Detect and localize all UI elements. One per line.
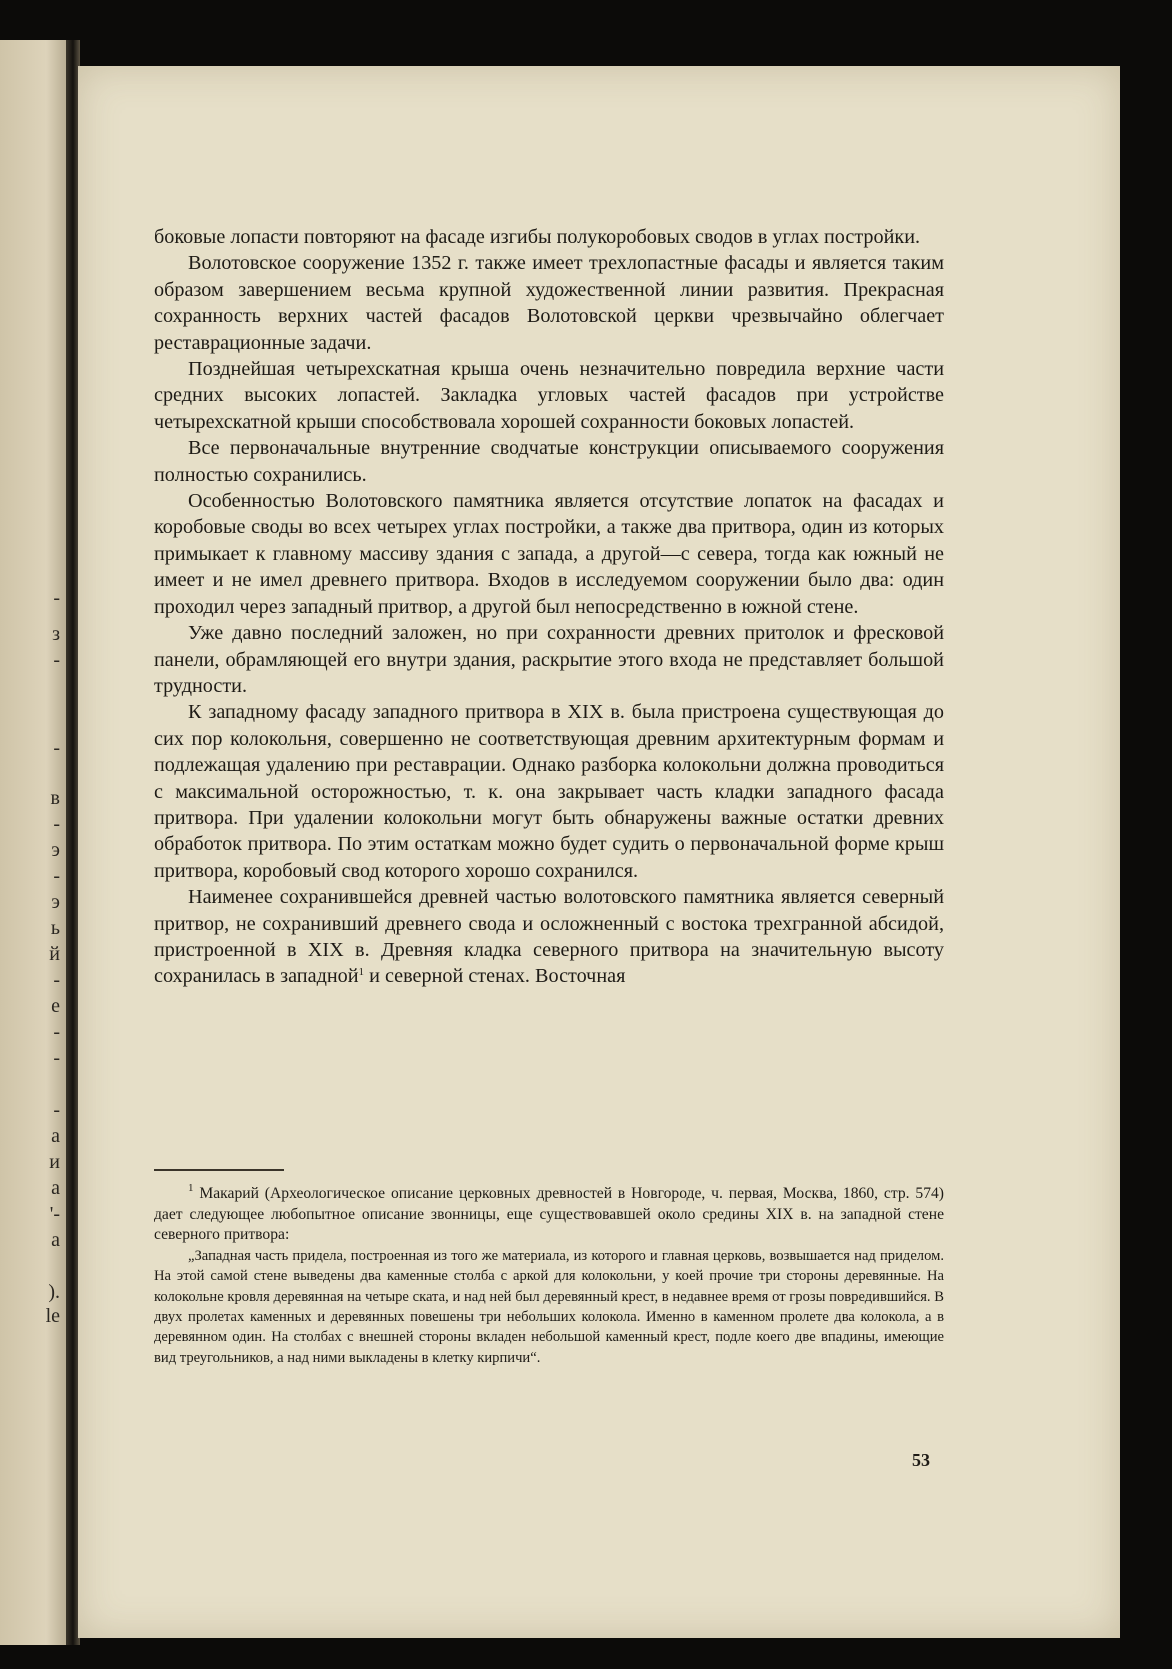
left-page-text-fragment: le bbox=[45, 1305, 60, 1327]
paragraph: боковые лопасти повторяют на фасаде изгибы полукоробовых сводов в углах постройки. bbox=[154, 226, 921, 248]
right-page bbox=[78, 66, 1120, 1638]
footnote-intro-text: Макарий (Археологическое описание церковных древностей в Новгороде, ч. первая, Москва, 1860, стр. 574) дает следующее любопытное описание звонницы, еще существовавшей около средины XIX в. на западной стене северного притвора: bbox=[154, 1185, 944, 1244]
left-page-text-fragment: ). bbox=[48, 1281, 60, 1303]
left-page-text-fragment: э bbox=[51, 839, 60, 861]
footnote-reference: 1 bbox=[358, 966, 365, 979]
left-page-text-fragment: '- bbox=[49, 1203, 60, 1225]
left-page-text-fragment: - bbox=[53, 587, 60, 609]
left-page-text-fragment: а bbox=[51, 1177, 60, 1199]
footnotes bbox=[154, 1184, 944, 1368]
left-page-text-fragment: - bbox=[53, 1099, 60, 1121]
paragraph: Позднейшая четырехскатная крыша очень незначительно повредила верхние части средних высоких лопастей. Закладка угловых частей фасадов при устройстве четырехскатной крыши способствовала хорошей сохранности боковых лопастей. bbox=[154, 358, 944, 433]
left-page-text-fragment: - bbox=[53, 1021, 60, 1043]
left-page-text-fragment: - bbox=[53, 649, 60, 671]
paragraph-tail: и северной стенах. Восточная bbox=[364, 965, 626, 988]
footnote-marker: 1 bbox=[188, 1182, 194, 1194]
left-page-text-fragment: - bbox=[53, 865, 60, 887]
main-text bbox=[154, 224, 944, 990]
left-page-text-fragment: й bbox=[49, 943, 60, 965]
paragraph: Уже давно последний заложен, но при сохранности древних притолок и фресковой панели, обрамляющей его внутри здания, раскрытие этого входа не представляет большой трудности. bbox=[154, 622, 944, 697]
left-page-text-fragment: в bbox=[50, 787, 60, 809]
left-page-text-fragment: е bbox=[51, 995, 60, 1017]
footnote-quote: „Западная часть придела, построенная из того же материала, из которого и главная церковь, возвышается над приделом. На этой самой стене выведены два каменные столба с аркой для колокольни, у коей прочие три стороны деревянные. На колокольне кровля деревянная на четыре ската, и над ней был деревянный крест, в недавнее время от грозы повредившийся. В двух пролетах каменных и деревянных повешены три небольших колокола. Именно в каменном пролете два колокола, а в деревянном один. На столбах с внешней стороны вкладен небольшой каменный крест, подле коего две впадины, имеющие вид треугольников, а над ними выкладены в клетку кирпичи“. bbox=[154, 1247, 944, 1366]
paragraph-with-footnote-ref bbox=[154, 884, 944, 990]
left-page-text-fragment: э bbox=[51, 891, 60, 913]
left-page-text-fragment: и bbox=[49, 1151, 60, 1173]
left-page-text-fragment: а bbox=[51, 1125, 60, 1147]
paragraph: Волотовское сооружение 1352 г. также имеет трехлопастные фасады и является таким образом завершением весьма крупной художественной линии развития. Прекрасная сохранность верхних частей фасадов Волотовской церкви чрезвычайно облегчает реставрационные задачи. bbox=[154, 252, 944, 354]
left-page-text-fragment: ь bbox=[50, 917, 60, 939]
left-page-text-fragment: - bbox=[53, 813, 60, 835]
left-page-text-fragment: - bbox=[53, 969, 60, 991]
page-number: 53 bbox=[912, 1450, 930, 1470]
paragraph: К западному фасаду западного притвора в XIX в. была пристроена существующая до сих пор колокольня, совершенно не соответствующая древним архитектурным формам и подлежащая удалению при реставрации. Однако разборка колокольни должна проводиться с максимальной осторожностью, т. к. она закрывает часть кладки западного фасада притвора. При удалении колокольни могут быть обнаружены важные остатки древних обработок притвора. По этим остаткам можно будет судить о первоначальной форме крыш притвора, коробовый свод которого хорошо сохранился. bbox=[154, 701, 944, 882]
left-page-edge bbox=[0, 40, 66, 1645]
left-page-text-fragment: - bbox=[53, 1047, 60, 1069]
paragraph: Особенностью Волотовского памятника является отсутствие лопаток на фасадах и коробовые своды во всех четырех углах постройки, а также два притвора, один из которых примыкает к главному массиву здания с запада, а другой—с севера, тогда как южный не имеет и не имел древнего притвора. Входов в исследуемом сооружении было два: один проходил через западный притвор, а другой был непосредственно в южной стене. bbox=[154, 490, 944, 618]
left-page-text-fragment: з bbox=[52, 623, 60, 645]
footnote-intro bbox=[154, 1184, 944, 1246]
paragraph-text: Наименее сохранившейся древней частью волотовского памятника является северный притвор, не сохранивший древнего свода и осложненный с востока трехгранной абсидой, пристроенной в XIX в. Древняя кладка северного притвора на значительную высоту сохранилась в западной bbox=[154, 886, 944, 988]
paragraph: Все первоначальные внутренние сводчатые конструкции описываемого сооружения полностью сохранились. bbox=[154, 437, 944, 486]
left-page-text-fragment: а bbox=[51, 1229, 60, 1251]
left-page-text-fragment: - bbox=[53, 737, 60, 759]
footnote-divider bbox=[154, 1169, 284, 1171]
